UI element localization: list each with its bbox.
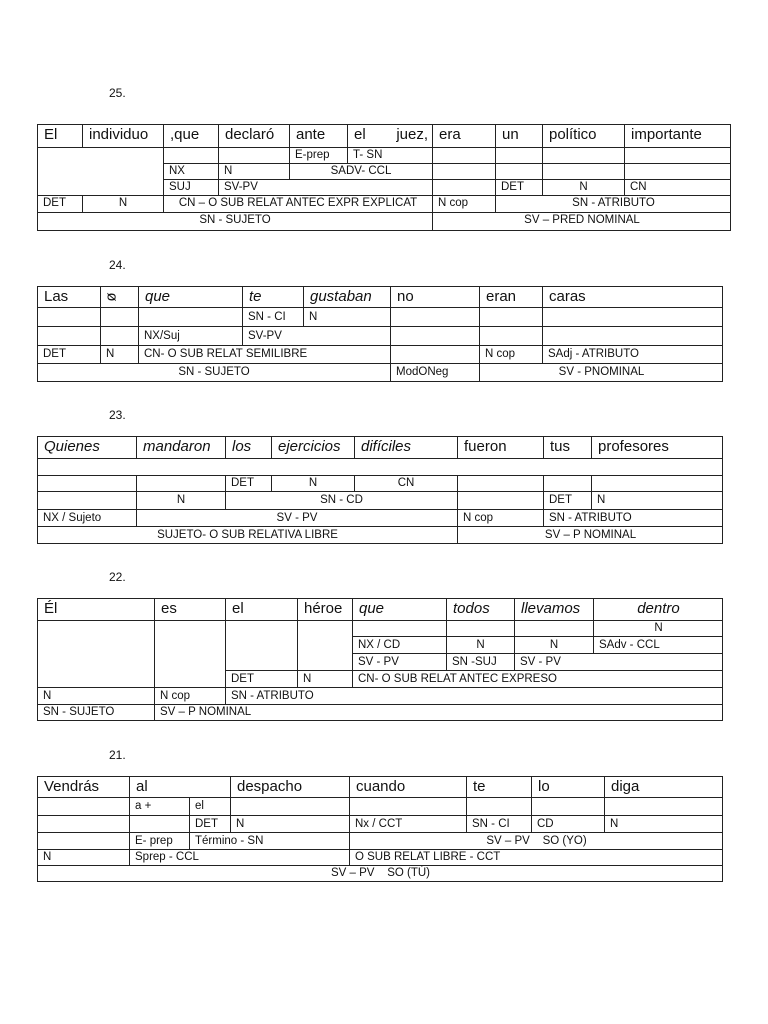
label-cell: Nx / CCT xyxy=(349,815,466,832)
empty-cell xyxy=(624,163,731,179)
empty-cell xyxy=(514,620,593,636)
empty-cell xyxy=(38,620,154,687)
word-cell: Vendrás xyxy=(44,778,100,795)
label-cell: a + xyxy=(129,797,189,815)
label-cell: N xyxy=(303,307,390,326)
word-cell: héroe xyxy=(297,599,352,620)
label-cell: SADV- CCL xyxy=(289,163,432,179)
empty-cell xyxy=(38,797,129,815)
label-cell: DET xyxy=(495,179,542,195)
label-cell: SN - CD xyxy=(225,491,457,509)
word-cell: al xyxy=(129,777,230,797)
empty-cell xyxy=(495,163,542,179)
empty-cell xyxy=(466,797,531,815)
word-cell: tus xyxy=(543,437,591,458)
word-cell: eran xyxy=(479,287,542,307)
empty-cell xyxy=(624,147,731,163)
empty-cell xyxy=(218,147,289,163)
empty-cell xyxy=(163,147,218,163)
empty-cell xyxy=(38,815,129,832)
label-cell: SN - SUJETO xyxy=(38,363,390,381)
label-cell: SV-PV xyxy=(218,179,432,195)
empty-cell xyxy=(531,797,604,815)
label-cell: CN- O SUB RELAT ANTEC EXPRESO xyxy=(352,670,723,687)
empty-cell xyxy=(432,147,495,163)
label-cell: N xyxy=(100,345,138,363)
label-cell: SUJETO- O SUB RELATIVA LIBRE xyxy=(38,526,457,543)
analysis-table-22 xyxy=(37,598,723,721)
label-cell: N cop xyxy=(479,345,542,363)
label-cell: DET xyxy=(38,195,82,212)
exercise-number-23: 23. xyxy=(109,408,126,422)
label-cell: ModONeg xyxy=(390,363,479,381)
word-cell-group xyxy=(347,125,432,147)
label-cell: SV - PV xyxy=(514,653,723,670)
label-cell: NX xyxy=(163,163,218,179)
word-cell: era xyxy=(432,125,495,147)
empty-cell xyxy=(390,307,479,326)
empty-cell xyxy=(136,475,225,491)
exercise-number-22: 22. xyxy=(109,570,126,584)
word-cell: ,que xyxy=(163,125,218,147)
word-cell: importante xyxy=(624,125,731,147)
word-cell: que xyxy=(352,599,446,620)
label-cell: E-prep xyxy=(289,147,347,163)
empty-cell xyxy=(432,163,495,179)
label-cell: SN - CI xyxy=(242,307,303,326)
empty-cell xyxy=(591,475,723,491)
label-cell: DET xyxy=(225,670,297,687)
label-cell: T- SN xyxy=(347,147,432,163)
label-cell: Término - SN xyxy=(189,832,349,849)
word-cell: ante xyxy=(289,125,347,147)
word-cell: El xyxy=(44,126,58,143)
empty-cell xyxy=(457,491,543,509)
word-cell: político xyxy=(542,125,624,147)
empty-cell xyxy=(38,475,136,491)
word-cell: lo xyxy=(531,777,604,797)
word-cell: todos xyxy=(446,599,514,620)
label-cell: E- prep xyxy=(129,832,189,849)
label-cell: SN - ATRIBUTO xyxy=(495,195,731,212)
empty-cell xyxy=(479,307,542,326)
empty-row xyxy=(38,458,723,475)
empty-cell xyxy=(349,797,466,815)
empty-cell xyxy=(38,832,129,849)
empty-cell xyxy=(38,307,100,326)
label-cell: N cop xyxy=(432,195,495,212)
label-cell: N xyxy=(218,163,289,179)
label-cell: N cop xyxy=(154,687,225,704)
word-cell: caras xyxy=(542,287,723,307)
label-cell: SV - PNOMINAL xyxy=(479,363,723,381)
word-cell: no xyxy=(390,287,479,307)
empty-cell xyxy=(446,620,514,636)
word-cell: los xyxy=(225,437,271,458)
label-cell: SUJ xyxy=(163,179,218,195)
label-cell: DET xyxy=(543,491,591,509)
label-cell: el xyxy=(189,797,230,815)
word-cell: Quienes xyxy=(44,438,100,455)
word-cell: mandaron xyxy=(136,437,225,458)
word-cell: profesores xyxy=(591,437,723,458)
empty-cell xyxy=(129,815,189,832)
empty-cell xyxy=(542,307,723,326)
label-cell: N xyxy=(514,636,593,653)
word-cell: Él xyxy=(44,600,58,617)
label-cell: SAdv - CCL xyxy=(593,636,723,653)
label-cell: O SUB RELAT LIBRE - CCT xyxy=(349,849,723,865)
empty-cell xyxy=(604,797,723,815)
analysis-table-25 xyxy=(37,124,731,231)
label-cell: DET xyxy=(189,815,230,832)
label-cell: N xyxy=(230,815,349,832)
empty-cell xyxy=(432,179,495,195)
analysis-table-21 xyxy=(37,776,723,882)
label-cell: N xyxy=(591,491,723,509)
label-cell: SN -SUJ xyxy=(446,653,514,670)
empty-cell xyxy=(297,620,352,670)
word-cell: gustaban xyxy=(303,287,390,307)
word-text: juez, xyxy=(396,126,428,143)
empty-cell xyxy=(38,147,163,195)
empty-cell xyxy=(457,475,543,491)
label-cell: SN - CI xyxy=(466,815,531,832)
empty-cell xyxy=(352,620,446,636)
label-cell: NX / Sujeto xyxy=(38,509,136,526)
label-cell: N xyxy=(136,491,225,509)
label-cell: CN xyxy=(624,179,731,195)
word-cell: fueron xyxy=(457,437,543,458)
label-cell: SV – P NOMINAL xyxy=(154,704,723,720)
empty-cell xyxy=(543,475,591,491)
label-cell: SV - PV xyxy=(352,653,446,670)
exercise-number-21: 21. xyxy=(109,748,126,762)
word-cell: cuando xyxy=(349,777,466,797)
empty-cell xyxy=(225,620,297,670)
label-cell: N xyxy=(82,195,163,212)
label-cell: SV – PV SO (TÚ) xyxy=(38,865,723,881)
label-cell: SN - SUJETO xyxy=(38,704,154,720)
label-cell: N xyxy=(271,475,354,491)
label-cell: N xyxy=(542,179,624,195)
word-cell: ᴓ xyxy=(100,287,138,307)
label-cell: SN - ATRIBUTO xyxy=(225,687,723,704)
label-cell: SAdj - ATRIBUTO xyxy=(542,345,723,363)
label-cell: DET xyxy=(38,345,100,363)
empty-cell xyxy=(542,163,624,179)
empty-cell xyxy=(479,326,542,345)
word-cell: despacho xyxy=(230,777,349,797)
empty-cell xyxy=(154,620,225,687)
word-cell: dentro xyxy=(593,599,723,620)
label-cell: N xyxy=(604,815,723,832)
empty-cell xyxy=(100,307,138,326)
label-cell: N xyxy=(593,620,723,636)
label-cell: N xyxy=(38,687,154,704)
word-cell: difíciles xyxy=(354,437,457,458)
empty-cell xyxy=(138,307,242,326)
label-cell: CD xyxy=(531,815,604,832)
word-cell: te xyxy=(242,287,303,307)
word-cell: el xyxy=(225,599,297,620)
empty-cell xyxy=(38,491,136,509)
label-cell: NX / CD xyxy=(352,636,446,653)
exercise-number-24: 24. xyxy=(109,258,126,272)
label-cell: Sprep - CCL xyxy=(129,849,349,865)
analysis-table-23 xyxy=(37,436,723,544)
label-cell: N xyxy=(38,849,129,865)
analysis-table-24 xyxy=(37,286,723,382)
word-cell: te xyxy=(466,777,531,797)
word-text: el xyxy=(354,126,366,143)
label-cell: N cop xyxy=(457,509,543,526)
word-cell: un xyxy=(495,125,542,147)
label-cell: N xyxy=(446,636,514,653)
empty-cell xyxy=(390,345,479,363)
empty-cell xyxy=(542,147,624,163)
word-cell: ejercicios xyxy=(271,437,354,458)
exercise-number-25: 25. xyxy=(109,86,126,100)
label-cell: SV – P NOMINAL xyxy=(457,526,723,543)
empty-cell xyxy=(100,326,138,345)
empty-cell xyxy=(495,147,542,163)
word-cell: Las xyxy=(44,288,69,305)
label-cell: DET xyxy=(225,475,271,491)
label-cell: CN – O SUB RELAT ANTEC EXPR EXPLICAT xyxy=(163,195,432,212)
label-cell: SN - SUJETO xyxy=(38,212,432,230)
label-cell: CN xyxy=(354,475,457,491)
label-cell: SN - ATRIBUTO xyxy=(543,509,723,526)
label-cell: N xyxy=(297,670,352,687)
word-cell: diga xyxy=(604,777,723,797)
word-cell: es xyxy=(154,599,225,620)
word-cell: que xyxy=(138,287,242,307)
empty-cell xyxy=(230,797,349,815)
word-cell: llevamos xyxy=(514,599,593,620)
label-cell: SV-PV xyxy=(242,326,390,345)
word-cell: declaró xyxy=(218,125,289,147)
label-cell: NX/Suj xyxy=(138,326,242,345)
empty-cell xyxy=(542,326,723,345)
word-cell: individuo xyxy=(82,125,163,147)
empty-cell xyxy=(38,326,100,345)
label-cell: SV – PRED NOMINAL xyxy=(432,212,731,230)
label-cell: SV – PV SO (YO) xyxy=(349,832,723,849)
label-cell: CN- O SUB RELAT SEMILIBRE xyxy=(138,345,390,363)
empty-cell xyxy=(390,326,479,345)
label-cell: SV - PV xyxy=(136,509,457,526)
